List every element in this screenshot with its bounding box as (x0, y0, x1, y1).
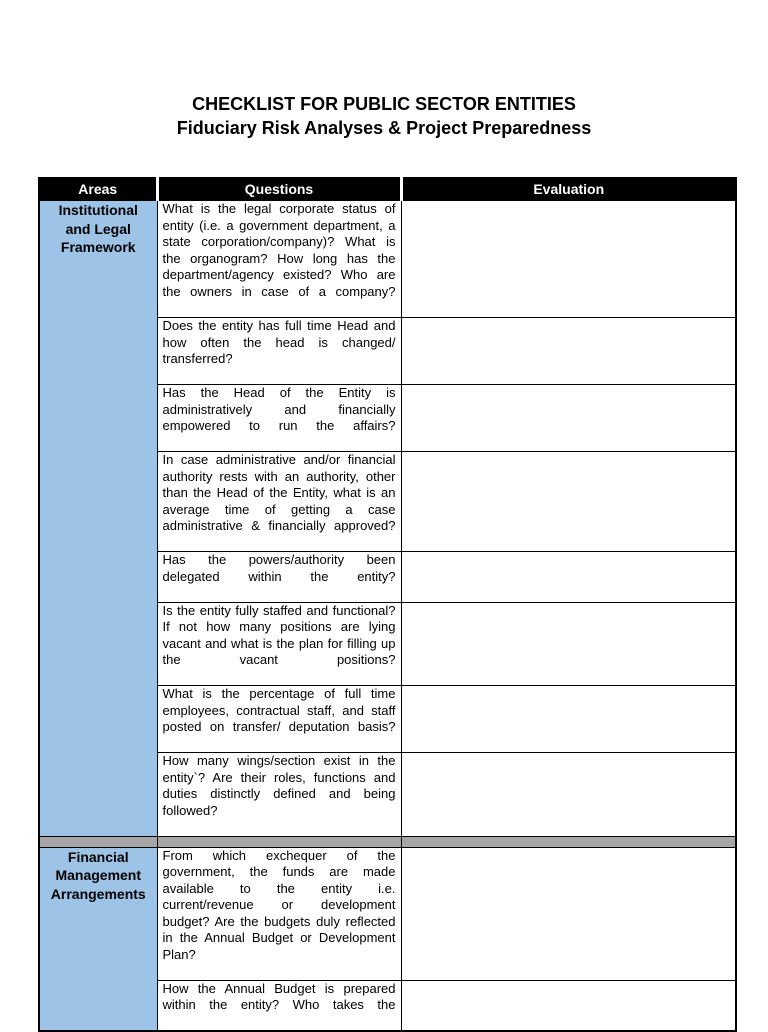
area-institutional-legal: Institutional and Legal Framework (39, 201, 157, 837)
evaluation-cell[interactable] (401, 686, 736, 753)
question-text: Is the entity fully staffed and functional? If not how many positions are lying vacant and what is the plan for filling up the vacant positions? (162, 602, 396, 667)
question-text: How the Annual Budget is prepared within the entity? Who takes the (162, 980, 396, 1012)
separator-cell (401, 836, 736, 847)
question-text: Has the Head of the Entity is administratively and financially empowered to run the affairs? (162, 385, 396, 433)
question-text: How many wings/section exist in the entity`? Are their roles, functions and duties distinctly defined and being followed? (162, 753, 396, 818)
evaluation-cell[interactable] (401, 385, 736, 452)
question-text: What is the percentage of full time employees, contractual staff, and staff posted on transfer/ deputation basis? (162, 686, 396, 734)
evaluation-cell[interactable] (401, 602, 736, 686)
evaluation-cell[interactable] (401, 847, 736, 980)
evaluation-cell[interactable] (401, 201, 736, 318)
evaluation-cell[interactable] (401, 318, 736, 385)
question-cell (157, 201, 401, 318)
evaluation-cell[interactable] (401, 452, 736, 552)
title-subtitle: Fiduciary Risk Analyses & Project Preparedness (176, 118, 592, 138)
header-evaluation: Evaluation (401, 178, 736, 201)
section-separator-row (39, 836, 736, 847)
question-text: In case administrative and/or financial authority rests with an authority, other than the Head of the Entity, what is an average time of getting a case administrative & financially approved? (162, 452, 396, 533)
question-text: What is the legal corporate status of entity (i.e. a government department, a state corporation/company)? What is the organogram? How long has the department/agency existed? Who are the owners in case of a company? (162, 201, 396, 299)
header-areas: Areas (39, 178, 157, 201)
question-cell (157, 552, 401, 603)
evaluation-cell[interactable] (401, 552, 736, 603)
evaluation-cell[interactable] (401, 980, 736, 1031)
table-header-row (39, 178, 736, 201)
question-cell (157, 753, 401, 837)
header-questions: Questions (157, 178, 401, 201)
table-row (39, 201, 736, 318)
evaluation-cell[interactable] (401, 753, 736, 837)
question-cell (157, 452, 401, 552)
separator-cell (157, 836, 401, 847)
table-row (39, 847, 736, 980)
question-text: From which exchequer of the government, the funds are made available to the entity i.e. current/revenue or development budget? Are the budgets duly reflected in the Annual Budget or Development Plan? (162, 847, 396, 962)
question-text: Has the powers/authority been delegated within the entity? (162, 552, 396, 584)
document-title (0, 92, 768, 141)
area-financial-management: Financial Management Arrangements (39, 847, 157, 1031)
question-cell (157, 847, 401, 980)
separator-cell (39, 836, 157, 847)
checklist-table (38, 177, 737, 1032)
question-cell (157, 980, 401, 1031)
question-cell (157, 602, 401, 686)
title-main: CHECKLIST FOR PUBLIC SECTOR ENTITIES (192, 94, 576, 114)
question-cell (157, 385, 401, 452)
question-text: Does the entity has full time Head and how often the head is changed/ transferred? (162, 318, 396, 366)
question-cell (157, 686, 401, 753)
question-cell (157, 318, 401, 385)
